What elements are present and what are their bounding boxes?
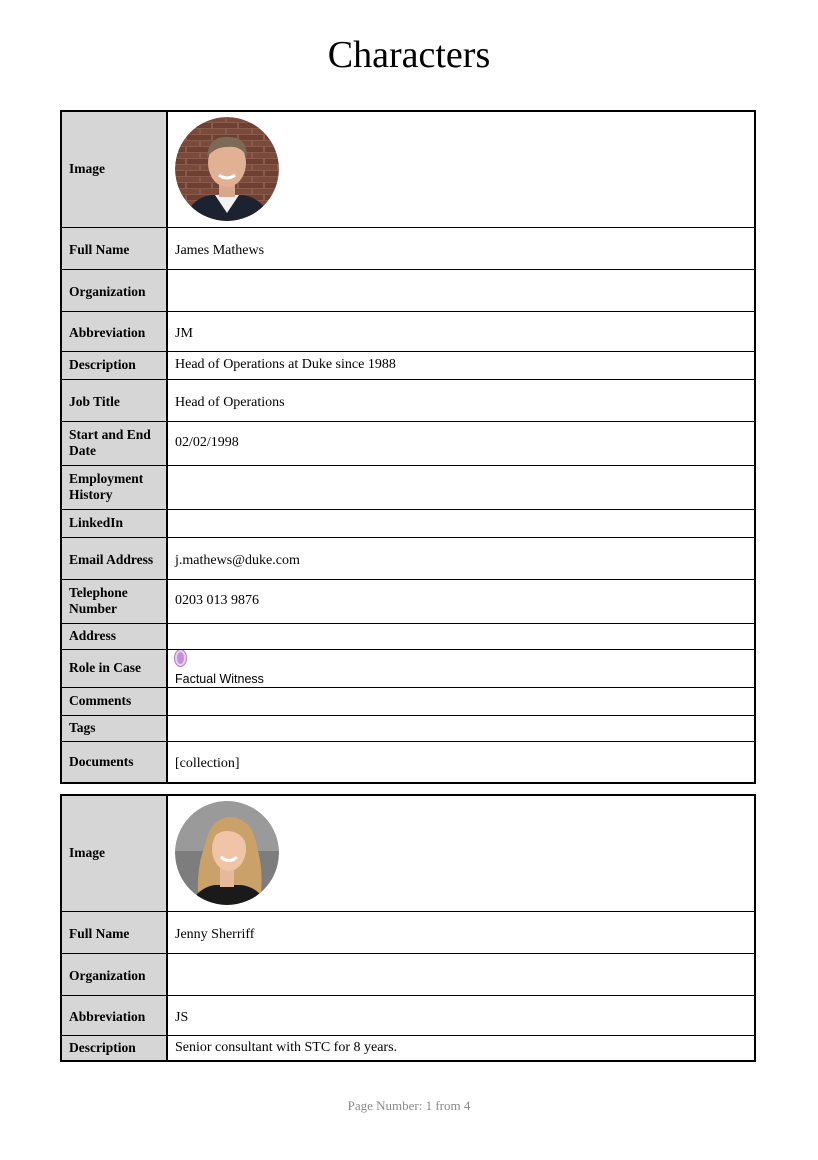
row-abbreviation <box>61 995 755 1035</box>
label-start-end-date: Start and End Date <box>61 421 167 465</box>
row-organization <box>61 953 755 995</box>
row-comments <box>61 687 755 715</box>
label-abbreviation: Abbreviation <box>61 995 167 1035</box>
value-employment-history <box>167 465 755 509</box>
value-image <box>167 795 755 911</box>
role-color-dot-icon <box>175 650 186 666</box>
value-description: Head of Operations at Duke since 1988 <box>167 351 755 379</box>
row-abbreviation <box>61 311 755 351</box>
label-abbreviation: Abbreviation <box>61 311 167 351</box>
row-start-end-date <box>61 421 755 465</box>
label-tags: Tags <box>61 715 167 741</box>
row-linkedin <box>61 509 755 537</box>
label-description: Description <box>61 351 167 379</box>
row-email <box>61 537 755 579</box>
label-image: Image <box>61 795 167 911</box>
label-full-name: Full Name <box>61 911 167 953</box>
row-role <box>61 649 755 687</box>
page-number: Page Number: 1 from 4 <box>347 1098 471 1113</box>
row-description <box>61 351 755 379</box>
row-organization <box>61 269 755 311</box>
row-documents <box>61 741 755 783</box>
value-address <box>167 623 755 649</box>
label-employment-history: Employment History <box>61 465 167 509</box>
value-linkedin <box>167 509 755 537</box>
value-job-title: Head of Operations <box>167 379 755 421</box>
label-address: Address <box>61 623 167 649</box>
label-description: Description <box>61 1035 167 1061</box>
value-full-name: Jenny Sherriff <box>167 911 755 953</box>
row-image <box>61 111 755 227</box>
value-organization <box>167 269 755 311</box>
label-full-name: Full Name <box>61 227 167 269</box>
row-full-name <box>61 227 755 269</box>
portrait-photo-jenny-sherriff <box>175 801 279 905</box>
value-abbreviation: JS <box>167 995 755 1035</box>
value-start-end-date: 02/02/1998 <box>167 421 755 465</box>
value-abbreviation: JM <box>167 311 755 351</box>
value-email: j.mathews@duke.com <box>167 537 755 579</box>
character-card-jenny-sherriff <box>60 794 756 1062</box>
value-organization <box>167 953 755 995</box>
value-tags <box>167 715 755 741</box>
row-tags <box>61 715 755 741</box>
label-documents: Documents <box>61 741 167 783</box>
row-telephone <box>61 579 755 623</box>
row-employment-history <box>61 465 755 509</box>
value-image <box>167 111 755 227</box>
row-address <box>61 623 755 649</box>
portrait-photo-james-mathews <box>175 117 279 221</box>
value-comments <box>167 687 755 715</box>
label-organization: Organization <box>61 953 167 995</box>
label-image: Image <box>61 111 167 227</box>
label-linkedin: LinkedIn <box>61 509 167 537</box>
row-description <box>61 1035 755 1061</box>
row-image <box>61 795 755 911</box>
label-organization: Organization <box>61 269 167 311</box>
value-documents: [collection] <box>167 741 755 783</box>
character-card-james-mathews <box>60 110 756 784</box>
label-telephone: Telephone Number <box>61 579 167 623</box>
row-job-title <box>61 379 755 421</box>
label-job-title: Job Title <box>61 379 167 421</box>
row-full-name <box>61 911 755 953</box>
label-role: Role in Case <box>61 649 167 687</box>
role-text: Factual Witness <box>175 671 264 686</box>
label-comments: Comments <box>61 687 167 715</box>
value-telephone: 0203 013 9876 <box>167 579 755 623</box>
page-title: Characters <box>327 34 491 76</box>
value-role <box>167 649 755 687</box>
value-description: Senior consultant with STC for 8 years. <box>167 1035 755 1061</box>
value-full-name: James Mathews <box>167 227 755 269</box>
label-email: Email Address <box>61 537 167 579</box>
